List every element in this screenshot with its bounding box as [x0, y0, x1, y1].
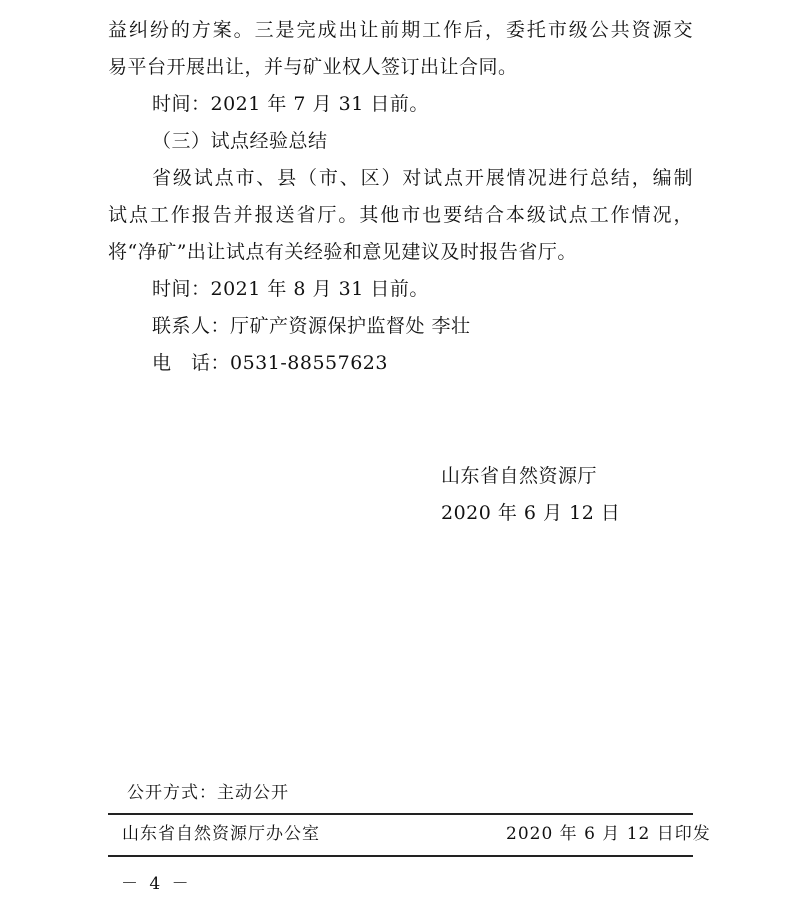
deadline-line-2: 时间：2021 年 8 月 31 日前。 [152, 278, 429, 300]
body-line-1: 益纠纷的方案。三是完成出让前期工作后，委托市级公共资源交 [108, 19, 693, 41]
disclosure-method: 公开方式：主动公开 [127, 783, 289, 803]
body-line-2: 易平台开展出让，并与矿业权人签订出让合同。 [108, 56, 518, 78]
signature-organization: 山东省自然资源厅 [441, 465, 598, 487]
issuing-office: 山东省自然资源厅办公室 [122, 824, 320, 844]
body-line-5: 省级试点市、县（市、区）对试点开展情况进行总结，编制 [152, 167, 693, 189]
contact-phone: 电 话：0531-88557623 [152, 352, 388, 374]
page-number: － 4 － [121, 874, 192, 894]
footer-bottom-rule [108, 855, 693, 857]
footer-top-rule [108, 813, 693, 815]
contact-person: 联系人：厅矿产资源保护监督处 李壮 [152, 315, 471, 337]
issue-date: 2020 年 6 月 12 日印发 [506, 824, 711, 844]
body-line-7: 将“净矿”出让试点有关经验和意见建议及时报告省厅。 [108, 241, 577, 263]
body-line-6: 试点工作报告并报送省厅。其他市也要结合本级试点工作情况， [108, 204, 693, 226]
section-heading: （三）试点经验总结 [152, 130, 328, 152]
deadline-line-1: 时间：2021 年 7 月 31 日前。 [152, 93, 429, 115]
signature-date: 2020 年 6 月 12 日 [441, 502, 621, 524]
